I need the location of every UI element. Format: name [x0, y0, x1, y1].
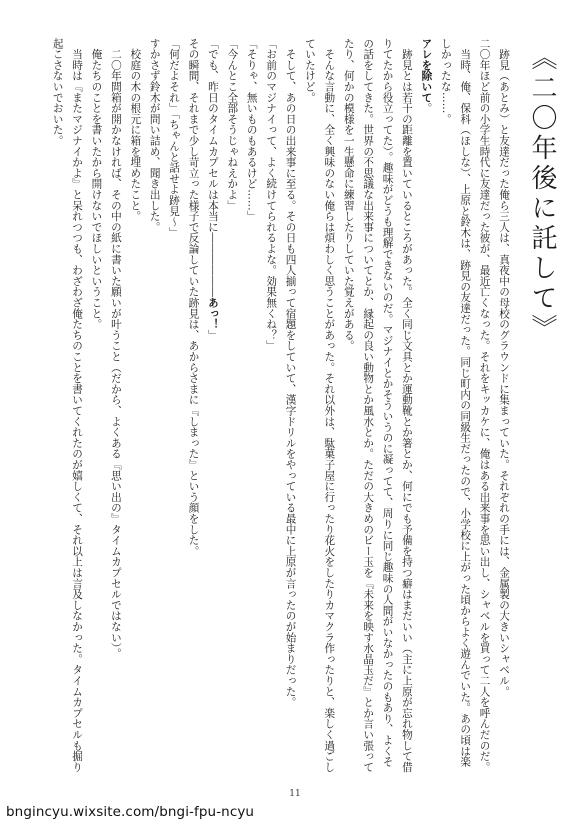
paragraph: 当時は『またマジナイかよ』と呆れつつも、わざわざ俺たちのことを書いてくれたのが嬉しくて、それ以上は言及しなかった。タイムカプセルも掘り起こさないでおいた。 [51, 38, 84, 773]
story-title: 《二〇年後に託して》 [527, 44, 557, 344]
paragraph: 「でも、昨日のタイムカプセルは本当に――――――あっ！」 [206, 38, 219, 341]
paragraph: 「お前のマジナイって、よく続けてられるよな。効果無くね？」 [265, 38, 278, 352]
emphasis-text: あっ！ [206, 297, 219, 330]
paragraph: そして、あの日の出来事に至る。その日も四人揃って宿題をしていて、漢字ドリルをやっている最中に上原が言ったのが始まりだった。 [284, 38, 297, 708]
paragraph: その瞬間、それまで少し苛立った様子で反論していた跡見は、あからさまに『しまった』という顔をした。 [187, 38, 200, 557]
paragraph: 跡見（あとみ）と友達だった俺ら三人は、真夜中の母校のグラウンドに集まっていた。それぞれの手には、金属製の大きいシャベル。 [498, 38, 510, 697]
footer-url-link[interactable]: bngincyu.wixsite.com/bngi-fpu-ncyu [6, 804, 255, 820]
paragraph: 二〇年間箱が開かなければ、その中の紙に書いた願いが叶うこと（だから、よくある『思い出の』タイムカプセルではない）。 [109, 38, 122, 660]
paragraph: そんな言動に、全く興味のない俺らは煩わしく思うことがあった。それ以外は、駄菓子屋に行ったり花火をしたりカマクラ作ったりと、楽しく過ごしていたけど。 [303, 38, 336, 773]
emphasis-text: アレを除いて [420, 38, 433, 103]
paragraph: 「そりゃ、無いものもあるけど……」 [245, 38, 258, 222]
paragraph: 「今んとこ全部そうじゃねえかよ」 [226, 38, 239, 211]
paragraph: アレを除いて。 [420, 38, 433, 114]
paragraph: 跡見とは若干の距離を置いているところがあった。全く同じ文具とか運動靴とか箸とか、何にでも予備を持つ癖はまだいい（主に上原が忘れ物して借りてたから役立ってた）。趣味がどうも理解できないのだ。マジナイとかそういうのに凝ってて、周りに同じ趣味の人間がいなかったのもあり、よくその話をしてきた。世界の不思議な出来事についてとか、縁起の良い動物とか風水とか。ただの大きめのビー玉を『未来を映す水晶玉だ』とか言い張ってたり、何かの模様を一生懸命に練習したりしていた覚えがある。 [342, 38, 413, 773]
paragraph: 校庭の木の根元に箱を埋めたこと。 [129, 38, 142, 222]
paragraph: 二〇年ほど前の小学生時代に友達だった彼が、最近亡くなった。それをキッカケに、俺はある出来事を思い出し、シャベルを買って二人を呼んだのだ。 [478, 38, 491, 773]
page-number: 11 [289, 789, 301, 799]
paragraph: すかさず鈴木が問い詰め、聞き出した。 [148, 38, 161, 233]
vertical-text-body [16, 38, 561, 776]
paragraph: 当時、俺、保科（ほしな）、上原と鈴木は、跡見の友達だった。同じ町内の同級生だったので、小学校に上がった頃からよく遊んでいた。あの頃は楽しかったな……。 [439, 38, 472, 768]
paragraph: 俺たちのことを書いたから開けないでほしいということ。 [90, 38, 103, 330]
paragraph: 「何だよそれ」「ちゃんと話せよ跡見～」 [168, 38, 181, 238]
paragraph-list [47, 38, 513, 776]
